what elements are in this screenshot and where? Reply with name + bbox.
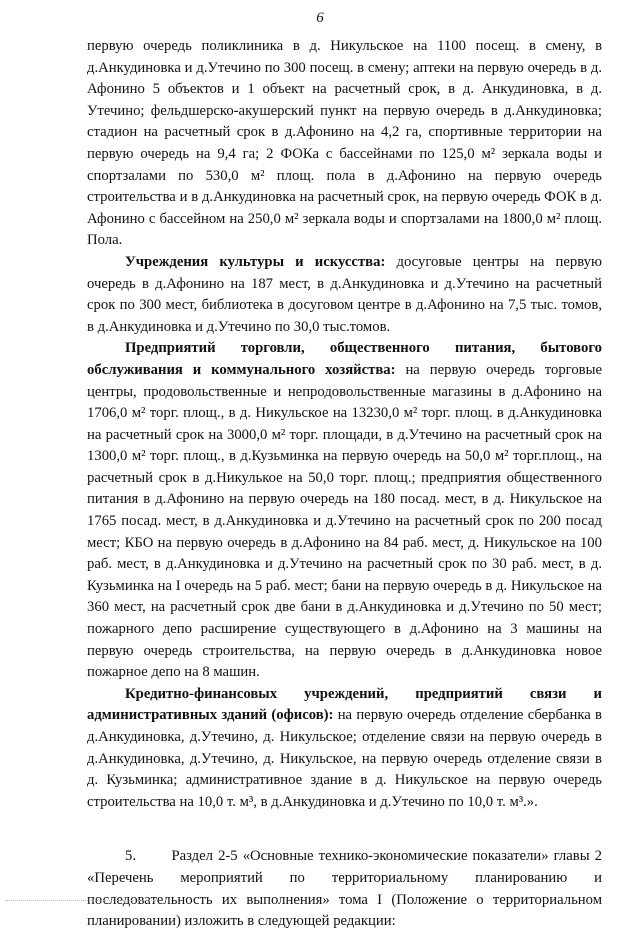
paragraph-healthcare-sports: первую очередь поликлиника в д. Никульское на 1100 посещ. в смену, в д.Анкудиновка и д.Утечино по 300 посещ. в смену; аптеки на первую очередь в д. Афонино 5 объектов и 1 объект на расчетный срок, в д. Анкудиновка, в д. Утечино; фельдшерско-акушерский пункт на первую очередь в д.Анкудиновка; стадион на расчетный срок в д.Афонино на 4,2 га, спортивные территории на первую очередь на 9,4 га; 2 ФОКа с бассейнами по 125,0 м² зеркала воды и спортзалами по 530,0 м² площ. пола в д.Афонино на первую очередь строительства и в д.Анкудиновка на расчетный срок, на первую очередь ФОК в д. Афонино с бассейном на 250,0 м² зеркала воды и спортзалами на 1800,0 м² площ. Пола. bbox=[87, 38, 602, 249]
document-body bbox=[87, 36, 602, 933]
scan-artifact bbox=[6, 900, 156, 903]
paragraph-item-5: 5. Раздел 2-5 «Основные технико-экономические показатели» главы 2 «Перечень мероприятий по территориальному планированию и последовательность их выполнения» тома I (Положение о территориальном планировании) изложить в следующей редакции: bbox=[87, 848, 602, 930]
paragraph-trade-services bbox=[87, 338, 602, 684]
paragraph-heading: Предприятий торговли, общественного питания, бытового обслуживания и коммунального хозяйства: bbox=[87, 340, 602, 378]
paragraph-culture bbox=[87, 252, 602, 338]
paragraph-heading: Учреждения культуры и искусства: bbox=[125, 253, 386, 270]
paragraph-finance-offices bbox=[87, 684, 602, 814]
paragraph-text: досуговые центры на первую очередь в д.Афонино на 187 мест, в д.Анкудиновка и д.Утечино на расчетный срок по 300 мест, библиотека в досуговом центре в д.Афонино на 7,5 тыс. томов, в д.Анкудиновка и д.Утечино по 30,0 тыс.томов. bbox=[87, 253, 602, 335]
paragraph-text: на первую очередь отделение сбербанка в д.Анкудиновка, д.Утечино, д. Никульское; отделение связи на первую очередь в д.Анкудиновка, д.Утечино, д. Никульское, на первую очередь отделение связи в д. Кузьминка; административное здание в д. Никульское на первую очередь строительства на 10,0 т. м³, в д.Анкудиновка и д.Утечино по 10,0 т. м³.». bbox=[87, 707, 602, 810]
page-number: 6 bbox=[316, 10, 324, 26]
paragraph-heading: Кредитно-финансовых учреждений, предприятий связи и административных зданий (офисов): bbox=[87, 685, 602, 724]
paragraph-text: на первую очередь торговые центры, продовольственные и непродовольственные магазины в д.Афонино на 1706,0 м² торг. площ., в д. Никульское на 13230,0 м² торг. площ. в д.Анкудиновка на расчетный срок на 3000,0 м² торг. площади, в д.Утечино на расчетный срок на 1300,0 м² торг. площ., в д.Кузьминка на первую очередь на 50,0 м² торг.площ., на расчетный срок в д.Никулькое на 50,0 торг. площ.; предприятия общественного питания в д.Афонино на первую очередь на 180 посад. мест, в д. Никульское на 1765 посад. мест, в д.Анкудиновка и д.Утечино на расчетный срок по 200 посад мест; КБО на первую очередь в д.Афонино на 84 раб. мест, д. Никульское на 100 раб. мест, в д.Анкудиновка и д.Утечино на расчетный срок по 30 раб. мест, в д. Кузьминка на I очередь на 5 раб. мест; бани на первую очередь в д. Никульское на 360 мест, на расчетный срок две бани в д.Анкудиновка и д.Утечино по 50 мест; пожарного депо расширение существующего в д.Афонино на 3 машины на первую очередь строительства, на первую очередь в д.Анкудиновка новое пожарное депо на 8 машин. bbox=[87, 361, 602, 681]
